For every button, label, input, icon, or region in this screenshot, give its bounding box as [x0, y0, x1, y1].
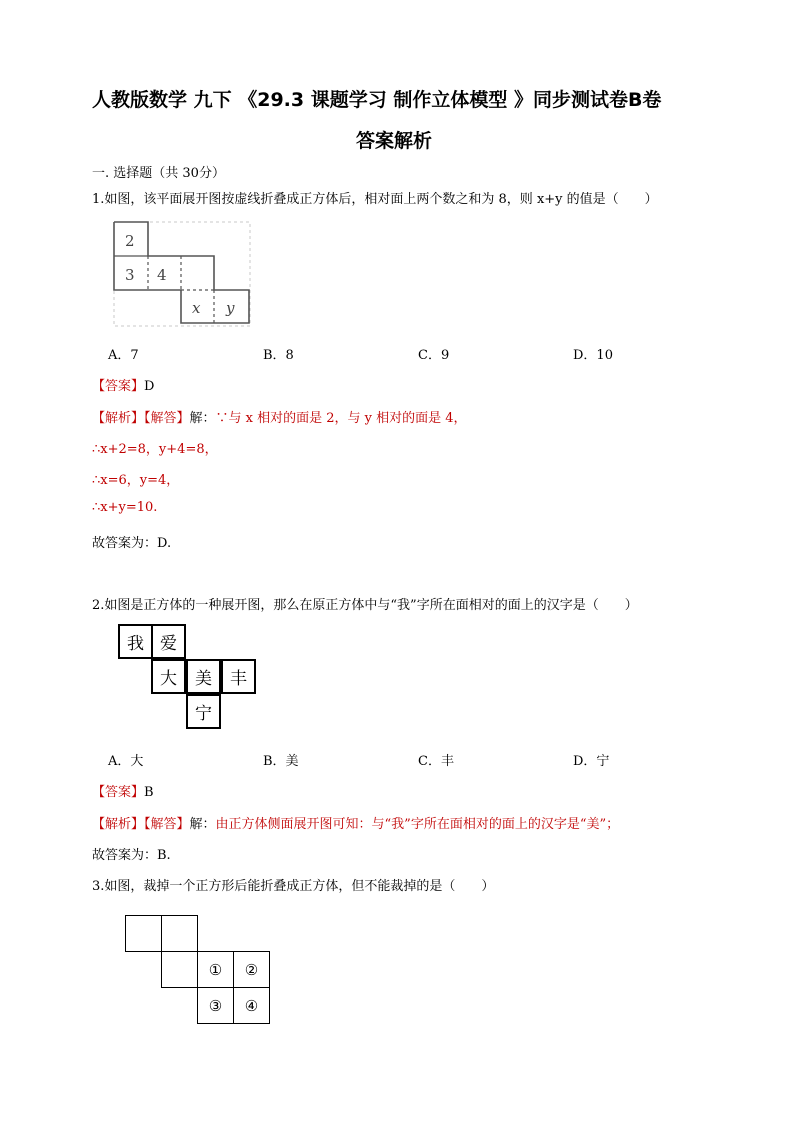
- q2-cell-ai: 爱: [151, 624, 186, 659]
- q1-label-3: 3: [125, 266, 135, 284]
- q1-net-diagram: [112, 220, 252, 328]
- q3-cell-3: ③: [197, 987, 234, 1024]
- q1-label-2: 2: [125, 232, 135, 250]
- q1-analysis-tag: 【解析】【解答】: [92, 411, 190, 426]
- q2-cell-feng: 丰: [221, 659, 256, 694]
- q1-label-y: y: [226, 299, 235, 317]
- q2-cell-ning: 宁: [186, 694, 221, 729]
- q1-stem: 1.如图，该平面展开图按虚线折叠成正方体后，相对面上两个数之和为 8，则 x+y 的值是（ ）: [92, 192, 658, 207]
- q2-analysis-tag: 【解析】【解答】: [92, 817, 190, 832]
- q1-option-b: B．8: [263, 348, 294, 363]
- q3-cell-2: ②: [233, 951, 270, 988]
- q2-option-a: A．大: [108, 754, 144, 769]
- q1-label-x: x: [192, 299, 201, 317]
- q1-analysis-line4: ∴x+y=10.: [92, 500, 158, 515]
- q3-cell-blank: [161, 915, 198, 952]
- q1-answer: [92, 375, 154, 394]
- q3-stem: 3.如图，裁掉一个正方形后能折叠成正方体，但不能裁掉的是（ ）: [92, 879, 495, 894]
- q1-analysis-prefix: 解：: [189, 411, 216, 426]
- q2-cell-mei: 美: [186, 659, 221, 694]
- q2-conclusion: 故答案为：B.: [92, 848, 171, 863]
- q2-answer-value: B: [144, 785, 154, 800]
- q3-figure: [125, 915, 270, 1027]
- q3-cell-1: ①: [197, 951, 234, 988]
- q1-option-a: A．7: [108, 348, 139, 363]
- section-heading: 一. 选择题（共 30分）: [92, 166, 225, 181]
- q1-option-c: C．9: [418, 348, 450, 363]
- q1-conclusion: 故答案为：D.: [92, 536, 172, 551]
- q1-analysis-line1: [92, 407, 467, 426]
- q1-label-4: 4: [157, 266, 167, 284]
- q1-answer-value: D: [144, 379, 155, 394]
- q1-analysis-line3: ∴x=6，y=4，: [92, 473, 180, 488]
- q2-answer-tag: 【答案】: [92, 785, 145, 800]
- q3-cell-blank: [161, 951, 198, 988]
- page-title: 人教版数学 九下 《29.3 课题学习 制作立体模型 》同步测试卷B卷: [92, 89, 662, 111]
- q2-analysis: [92, 813, 619, 832]
- q3-cell-4: ④: [233, 987, 270, 1024]
- q1-answer-tag: 【答案】: [92, 379, 145, 394]
- q1-figure: [112, 220, 252, 328]
- q2-option-c: C．丰: [418, 754, 454, 769]
- q2-answer: [92, 781, 154, 800]
- q2-stem: 2.如图是正方体的一种展开图，那么在原正方体中与“我”字所在面相对的面上的汉字是（ ）: [92, 598, 638, 613]
- q1-analysis-line2: ∴x+2=8，y+4=8，: [92, 442, 218, 457]
- q2-figure: [118, 624, 258, 730]
- q2-option-b: B．美: [263, 754, 299, 769]
- q3-cell-blank: [125, 915, 162, 952]
- q2-analysis-body: 由正方体侧面展开图可知：与“我”字所在面相对的面上的汉字是“美”；: [215, 817, 620, 832]
- q2-cell-da: 大: [151, 659, 186, 694]
- page-subtitle: 答案解析: [356, 130, 433, 152]
- q2-analysis-prefix: 解：: [189, 817, 216, 832]
- q1-analysis-body: ∵与 x 相对的面是 2，与 y 相对的面是 4，: [215, 411, 467, 426]
- q1-option-d: D．10: [573, 348, 613, 363]
- q2-cell-wo: 我: [118, 624, 153, 659]
- q2-option-d: D．宁: [573, 754, 610, 769]
